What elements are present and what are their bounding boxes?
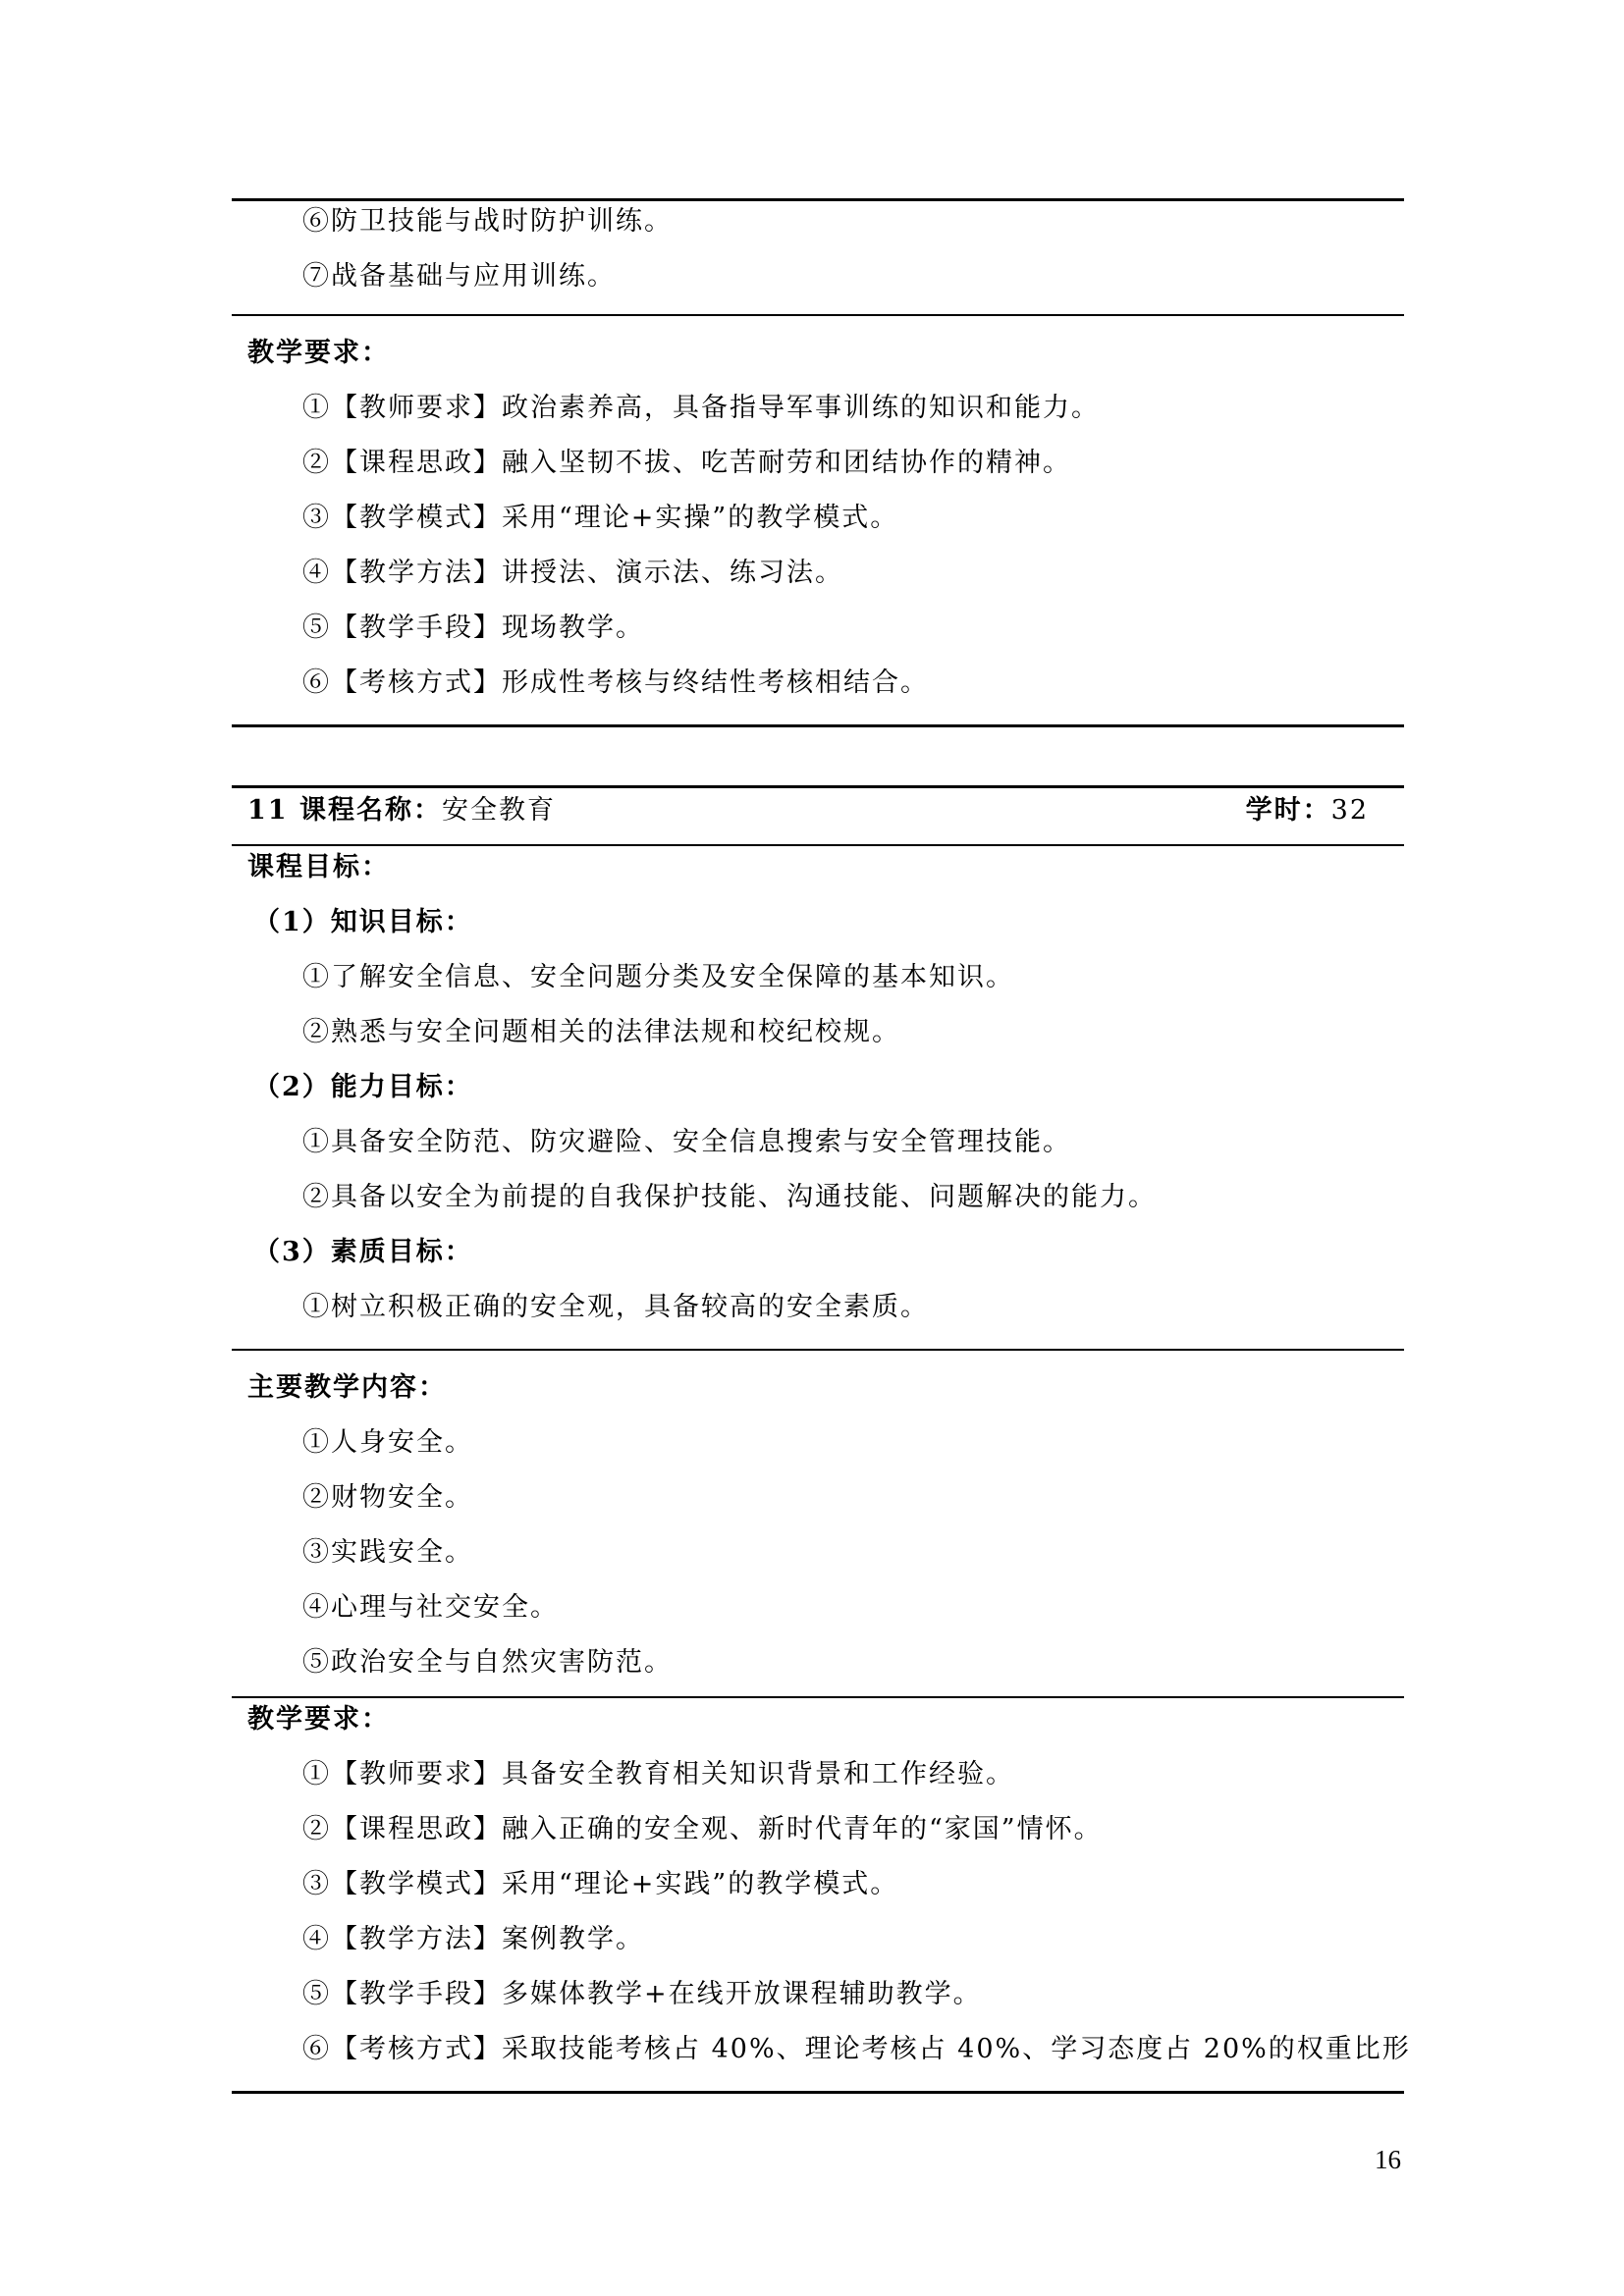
content-item: ③实践安全。 (302, 1537, 473, 1568)
requirement-item: ②【课程思政】融入正确的安全观、新时代青年的“家国”情怀。 (302, 1814, 1103, 1844)
hours-label: 学时： (1245, 795, 1331, 826)
requirement-item: ②【课程思政】融入坚韧不拔、吃苦耐劳和团结协作的精神。 (302, 448, 1071, 478)
main-content-heading: 主要教学内容： (247, 1372, 447, 1403)
quality-goals-heading: （3）素质目标： (253, 1237, 473, 1267)
ability-goals-heading: （2）能力目标： (253, 1072, 473, 1102)
requirement-item: ⑤【教学手段】多媒体教学+在线开放课程辅助教学。 (302, 1979, 982, 2009)
requirement-item: ⑥【考核方式】形成性考核与终结性考核相结合。 (302, 667, 929, 698)
knowledge-goals-heading: （1）知识目标： (253, 907, 473, 937)
section-divider (232, 314, 1404, 316)
goal-item: ②具备以安全为前提的自我保护技能、沟通技能、问题解决的能力。 (302, 1182, 1157, 1212)
requirement-item: ③【教学模式】采用“理论+实践”的教学模式。 (302, 1869, 899, 1899)
table-bottom-rule (232, 724, 1404, 727)
teaching-requirements-heading: 教学要求： (247, 338, 390, 368)
requirement-item: ①【教师要求】政治素养高，具备指导军事训练的知识和能力。 (302, 393, 1100, 423)
requirement-item: ⑥【考核方式】采取技能考核占 40%、理论考核占 40%、学习态度占 20%的权重比形 (302, 2034, 1411, 2064)
section-divider (232, 844, 1404, 846)
goal-item: ①树立积极正确的安全观，具备较高的安全素质。 (302, 1292, 929, 1322)
requirement-item: ④【教学方法】案例教学。 (302, 1924, 644, 1954)
goal-item: ①了解安全信息、安全问题分类及安全保障的基本知识。 (302, 962, 1014, 992)
content-item: ①人身安全。 (302, 1427, 473, 1458)
course-hours (1246, 791, 1369, 830)
course-name: 安全教育 (441, 795, 556, 826)
content-item: ⑤政治安全与自然灾害防范。 (302, 1647, 673, 1678)
course-goals-heading: 课程目标： (247, 852, 390, 882)
goal-item: ①具备安全防范、防灾避险、安全信息搜索与安全管理技能。 (302, 1127, 1071, 1157)
page-number: 16 (1375, 2145, 1401, 2174)
requirement-item: ⑤【教学手段】现场教学。 (302, 613, 644, 643)
content-item: ⑦战备基础与应用训练。 (302, 261, 616, 292)
section-divider (232, 1349, 1404, 1351)
requirement-item: ③【教学模式】采用“理论+实操”的教学模式。 (302, 503, 899, 533)
goal-item: ②熟悉与安全问题相关的法律法规和校纪校规。 (302, 1017, 900, 1047)
content-item: ②财物安全。 (302, 1482, 473, 1513)
content-item: ⑥防卫技能与战时防护训练。 (302, 206, 673, 237)
content-item: ④心理与社交安全。 (302, 1592, 559, 1623)
table-bottom-rule (232, 2091, 1404, 2094)
requirement-item: ①【教师要求】具备安全教育相关知识背景和工作经验。 (302, 1759, 1014, 1789)
teaching-requirements-heading: 教学要求： (247, 1704, 390, 1735)
table-top-rule (232, 785, 1404, 788)
section-divider (232, 1696, 1404, 1698)
table-top-rule (232, 198, 1404, 201)
hours-value: 32 (1330, 795, 1369, 826)
course-title-label: 11 课程名称： (247, 795, 442, 826)
requirement-item: ④【教学方法】讲授法、演示法、练习法。 (302, 558, 843, 588)
course-title (247, 791, 556, 830)
